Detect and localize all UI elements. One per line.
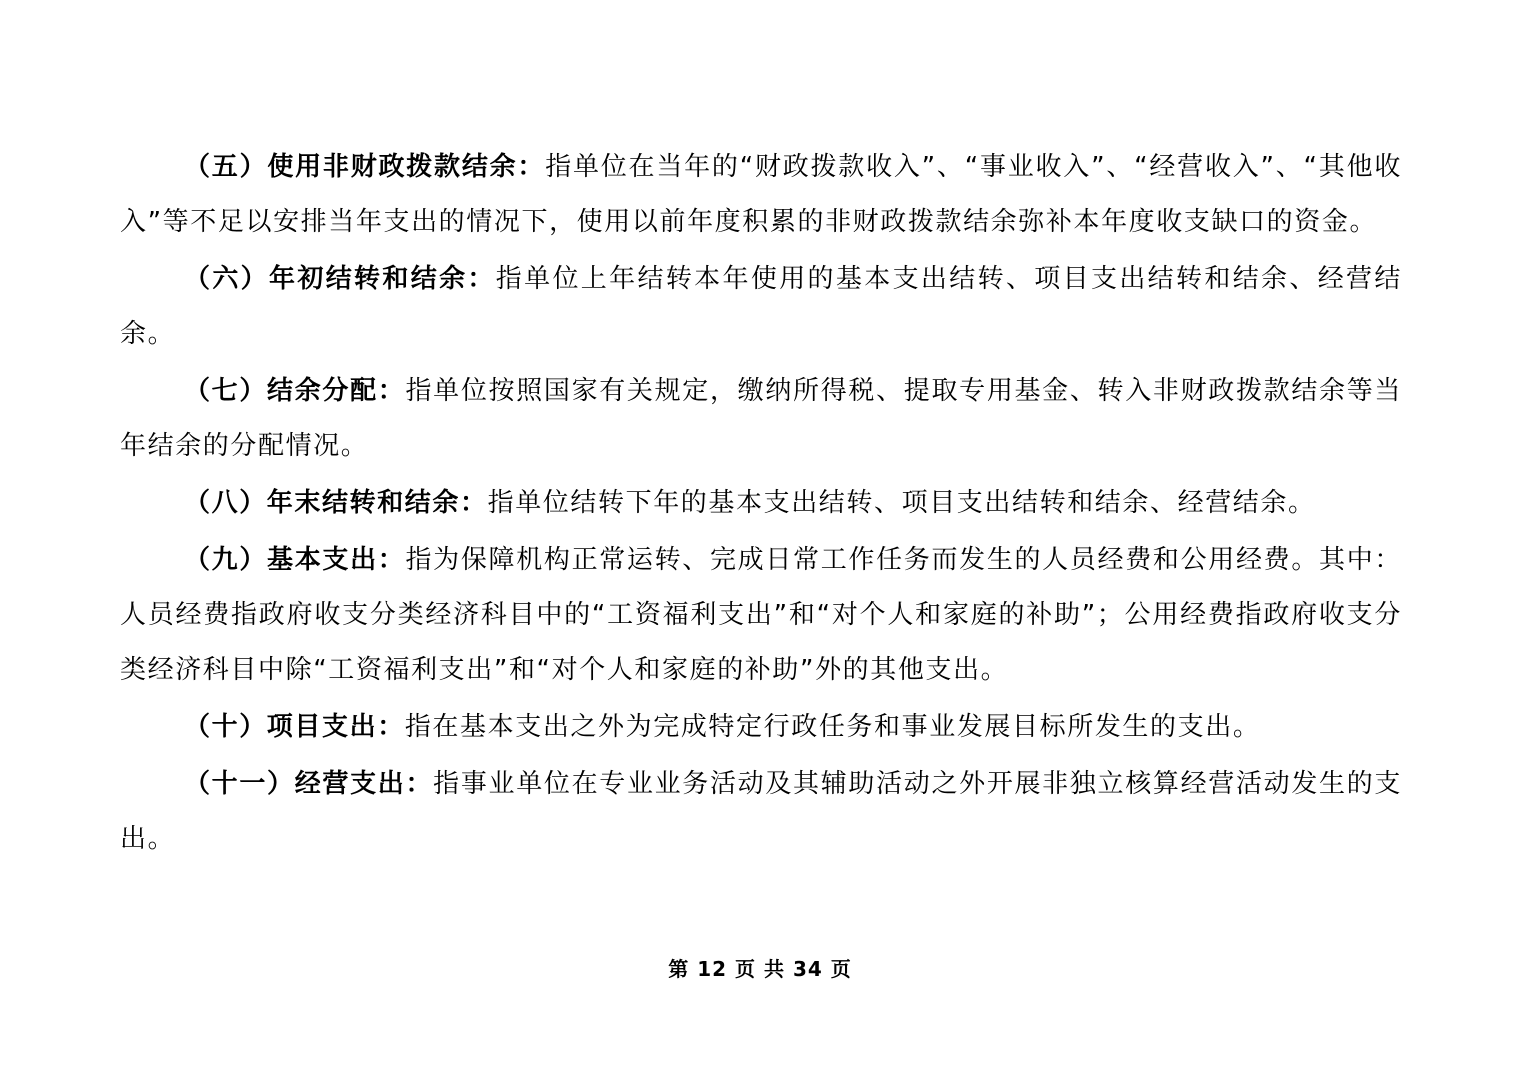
paragraph-basic-expenditure xyxy=(120,533,1402,698)
page-number-footer xyxy=(0,954,1520,984)
term-definition: 指在基本支出之外为完成特定行政任务和事业发展目标所发生的支出。 xyxy=(404,712,1261,742)
document-body xyxy=(120,140,1402,869)
paragraph-opening-carryover xyxy=(120,252,1402,362)
total-page-count: 34 xyxy=(792,957,823,981)
term-definition: 指单位按照国家有关规定，缴纳所得税、提取专用基金、转入非财政拨款结余等当年结余的分配情况。 xyxy=(120,376,1402,461)
paragraph-surplus-distribution xyxy=(120,364,1402,474)
term-heading: （九）基本支出： xyxy=(184,545,406,575)
term-heading: （六）年初结转和结余： xyxy=(184,264,496,294)
term-definition: 指为保障机构正常运转、完成日常工作任务而发生的人员经费和公用经费。其中：人员经费指政府收支分类经济科目中的“工资福利支出”和“对个人和家庭的补助”；公用经费指政府收支分类经济科目中除“工资福利支出”和“对个人和家庭的补助”外的其他支出。 xyxy=(120,545,1402,685)
term-heading: （十一）经营支出： xyxy=(184,769,434,799)
term-heading: （五）使用非财政拨款结余： xyxy=(184,152,546,182)
term-definition: 指单位上年结转本年使用的基本支出结转、项目支出结转和结余、经营结余。 xyxy=(120,264,1403,349)
term-definition: 指单位结转下年的基本支出结转、项目支出结转和结余、经营结余。 xyxy=(487,488,1316,518)
current-page-number: 12 xyxy=(697,957,728,981)
term-heading: （八）年末结转和结余： xyxy=(184,488,488,518)
paragraph-surplus-usage xyxy=(120,140,1402,250)
paragraph-project-expenditure xyxy=(120,700,1402,755)
footer-suffix: 页 xyxy=(830,957,852,981)
term-definition: 指事业单位在专业业务活动及其辅助活动之外开展非独立核算经营活动发生的支出。 xyxy=(120,769,1402,854)
paragraph-closing-carryover xyxy=(120,476,1402,531)
paragraph-operating-expenditure xyxy=(120,757,1402,867)
term-definition: 指单位在当年的“财政拨款收入”、“事业收入”、“经营收入”、“其他收入”等不足以安排当年支出的情况下，使用以前年度积累的非财政拨款结余弥补本年度收支缺口的资金。 xyxy=(120,152,1402,237)
footer-prefix: 第 xyxy=(668,957,690,981)
footer-middle: 页 共 xyxy=(735,957,785,981)
term-heading: （七）结余分配： xyxy=(184,376,406,406)
term-heading: （十）项目支出： xyxy=(184,712,405,742)
